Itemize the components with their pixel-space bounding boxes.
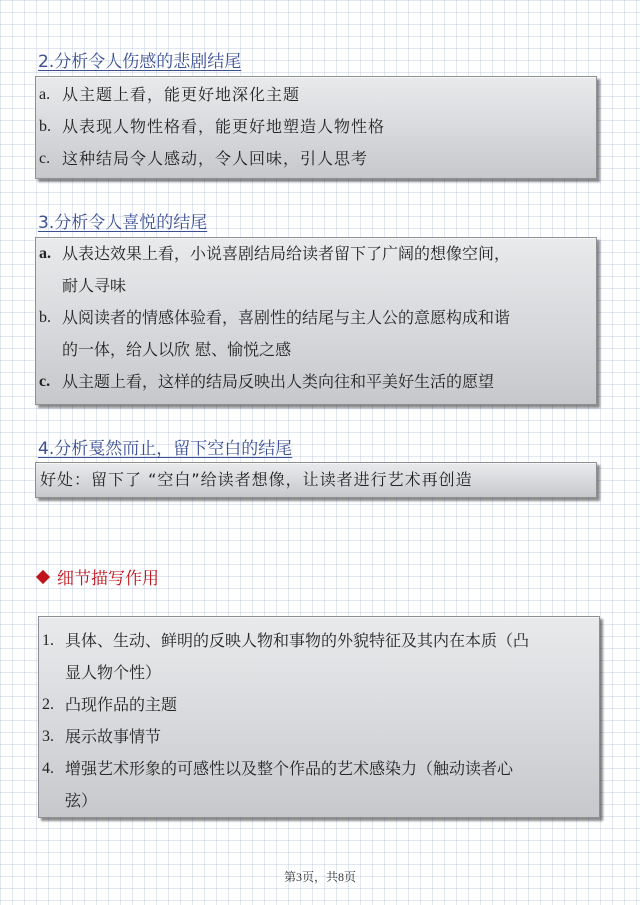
- list-marker: 1.: [42, 632, 54, 649]
- list-text: 耐人寻味: [62, 276, 127, 295]
- list-text: 从表现人物性格看，能更好地塑造人物性格: [62, 117, 386, 136]
- list-text: 从表达效果上看，小说喜剧结局给读者留下了广阔的想像空间，: [62, 244, 511, 263]
- list-text: 凸现作品的主题: [65, 695, 178, 714]
- list-marker: 4.: [42, 760, 54, 777]
- section4-box: [35, 462, 597, 498]
- details-title: 细节描写作用: [57, 569, 159, 589]
- list-marker: a.: [39, 86, 51, 103]
- list-text: 这种结局令人感动，令人回味，引人思考: [62, 149, 369, 168]
- list-text: 具体、生动、鲜明的反映人物和事物的外貌特征及其内在本质（凸: [65, 631, 530, 650]
- list-marker: b.: [39, 309, 51, 326]
- red-diamond-icon: [36, 570, 50, 584]
- section2-box: [35, 76, 597, 179]
- section3-title: 3.分析令人喜悦的结尾: [38, 213, 208, 233]
- section4-title: 4.分析戛然而止，留下空白的结尾: [38, 439, 293, 459]
- list-marker: b.: [39, 118, 51, 135]
- section2-title: 2.分析令人伤感的悲剧结尾: [38, 52, 242, 72]
- list-text: 弦）: [65, 791, 98, 810]
- list-marker: a.: [39, 245, 51, 262]
- list-marker: 3.: [42, 728, 54, 745]
- details-title-row: [38, 564, 159, 589]
- list-text: 展示故事情节: [65, 727, 162, 746]
- list-text: 从主题上看，能更好地深化主题: [62, 85, 301, 104]
- list-text: 从主题上看，这样的结局反映出人类向往和平美好生活的愿望: [62, 372, 495, 391]
- list-text: 的一体，给人以欣 慰、愉悦之感: [62, 340, 292, 359]
- list-text: 增强艺术形象的可感性以及整个作品的艺术感染力（触动读者心: [65, 759, 514, 778]
- list-marker: c.: [39, 373, 51, 390]
- page-number: 第3页，共8页: [283, 870, 356, 884]
- list-text: 显人物个性）: [65, 663, 162, 682]
- list-marker: 2.: [42, 696, 54, 713]
- details-box: [38, 616, 600, 818]
- benefit-text: 好处：留下了 “空白”给读者想像，让读者进行艺术再创造: [40, 470, 473, 489]
- section3-box: [35, 237, 597, 405]
- list-text: 从阅读者的情感体验看，喜剧性的结尾与主人公的意愿构成和谐: [62, 308, 511, 327]
- list-marker: c.: [39, 150, 51, 167]
